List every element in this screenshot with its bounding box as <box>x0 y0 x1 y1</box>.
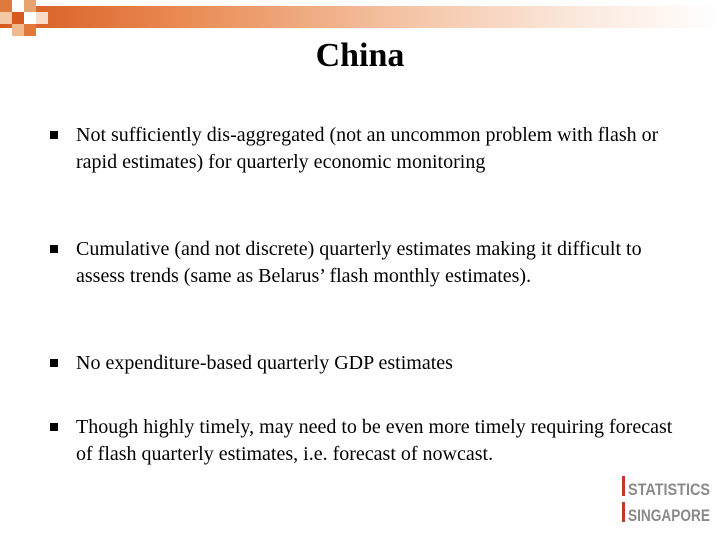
slide-title: China <box>315 37 405 74</box>
statistics-singapore-logo <box>622 472 712 530</box>
square-bullet-icon <box>50 359 58 367</box>
logo-accent-mark <box>622 502 625 522</box>
bullet-text: Not sufficiently dis-aggregated (not an uncommon problem with flash or rapid estimates) for quarterly economic monitoring <box>76 124 659 173</box>
square-bullet-icon <box>50 245 58 253</box>
bullet-text: No expenditure-based quarterly GDP estimates <box>76 352 453 374</box>
square-bullet-icon <box>50 423 58 431</box>
bullet-text: Cumulative (and not discrete) quarterly estimates making it difficult to assess trends (same as Belarus’ flash monthly estimates). <box>76 238 642 287</box>
logo-accent-mark <box>622 476 625 496</box>
logo-line-1: STATISTICS <box>628 480 710 499</box>
square-bullet-icon <box>50 131 58 139</box>
logo-line-2: SINGAPORE <box>628 506 710 525</box>
bullet-text: Though highly timely, may need to be even more timely requiring forecast of flash quarterly estimates, i.e. forecast of nowcast. <box>76 416 673 465</box>
